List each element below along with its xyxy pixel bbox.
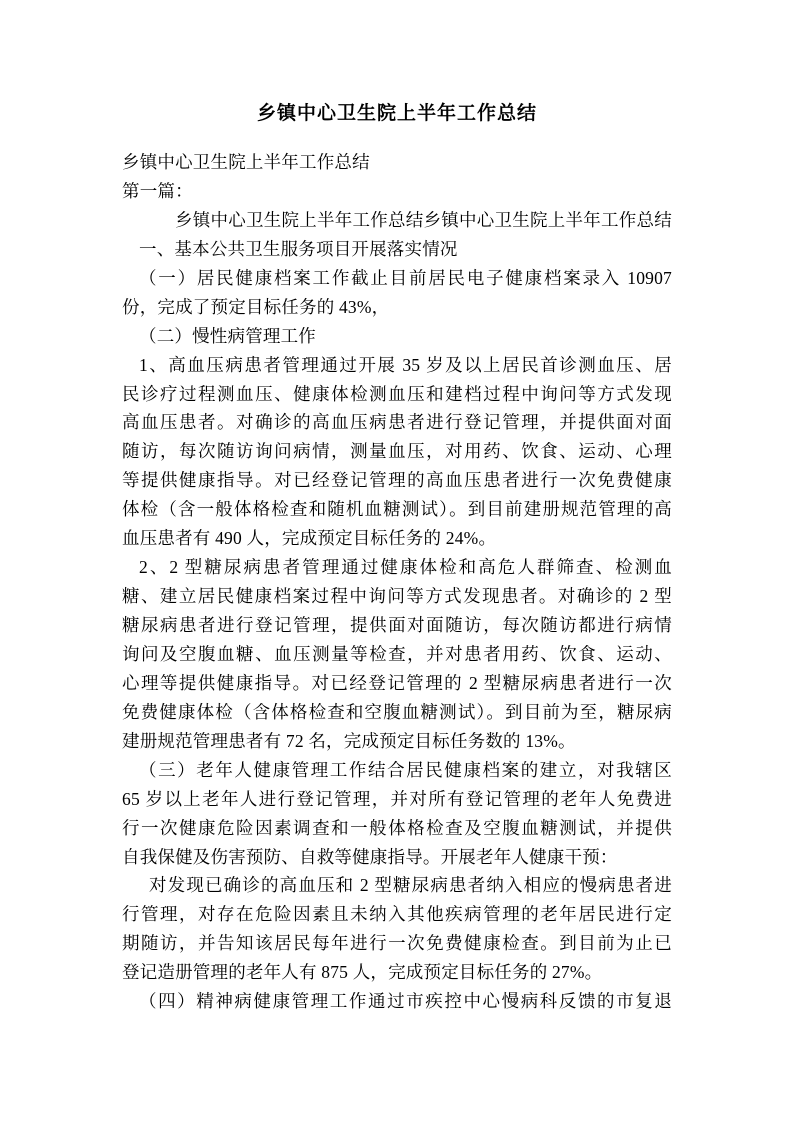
document-title: 乡镇中心卫生院上半年工作总结 [256,103,537,124]
body-line: 体检（含一般体格检查和随机血糖测试）。到目前建册规范管理的高 [122,499,672,520]
body-line: （二）慢性病管理工作 [139,325,316,346]
body-line: 高血压患者。对确诊的高血压病患者进行登记管理，并提供面对面 [122,412,672,433]
body-line: 行管理，对存在危险因素且未纳入其他疾病管理的老年居民进行定 [122,904,672,925]
body-line: 登记造册管理的老年人有 875 人，完成预定目标任务的 27%。 [122,962,603,983]
body-line: （一）居民健康档案工作截止目前居民电子健康档案录入 10907 [139,267,672,288]
document-body [122,148,672,1016]
body-line: 行一次健康危险因素调查和一般体格检查及空腹血糖测试，并提供 [122,817,672,838]
body-line: 期随访，并告知该居民每年进行一次免费健康检查。到目前为止已 [122,933,672,954]
body-line: 对发现已确诊的高血压和 2 型糖尿病患者纳入相应的慢病患者进 [149,875,672,896]
body-line: 随访，每次随访询问病情，测量血压，对用药、饮食、运动、心理 [122,441,672,462]
body-line: 等提供健康指导。对已经登记管理的高血压患者进行一次免费健康 [122,470,672,491]
body-line: 民诊疗过程测血压、健康体检测血压和建档过程中询问等方式发现 [122,383,672,404]
body-line: 乡镇中心卫生院上半年工作总结 [122,152,370,172]
body-line: （四）精神病健康管理工作通过市疾控中心慢病科反馈的市复退 [139,991,672,1012]
body-line: （三）老年人健康管理工作结合居民健康档案的建立，对我辖区 [139,759,672,780]
body-line: 65 岁以上老年人进行登记管理，并对所有登记管理的老年人免费进 [122,788,672,809]
body-line: 第一篇： [122,180,193,201]
body-line: 2、2 型糖尿病患者管理通过健康体检和高危人群筛查、检测血 [139,557,672,578]
body-line: 1、高血压病患者管理通过开展 35 岁及以上居民首诊测血压、居 [139,354,672,375]
body-line: 糖尿病患者进行登记管理，提供面对面随访，每次随访都进行病情 [122,615,672,635]
body-line: 一、基本公共卫生服务项目开展落实情况 [139,238,458,259]
body-line: 心理等提供健康指导。对已经登记管理的 2 型糖尿病患者进行一次 [122,672,672,693]
body-line: 份，完成了预定目标任务的 43%， [122,296,390,317]
body-line: 自我保健及伤害预防、自救等健康指导。开展老年人健康干预： [122,846,618,867]
body-line: 乡镇中心卫生院上半年工作总结乡镇中心卫生院上半年工作总结 [175,209,672,230]
body-line: 建册规范管理患者有 72 名，完成预定目标任务数的 13%。 [122,730,576,751]
body-line: 血压患者有 490 人，完成预定目标任务的 24%。 [122,528,497,549]
body-line: 糖、建立居民健康档案过程中询问等方式发现患者。对确诊的 2 型 [122,586,672,607]
body-line: 询问及空腹血糖、血压测量等检查，并对患者用药、饮食、运动、 [122,643,672,664]
body-line: 免费健康体检（含体格检查和空腹血糖测试）。到目前为至，糖尿病 [122,701,672,722]
